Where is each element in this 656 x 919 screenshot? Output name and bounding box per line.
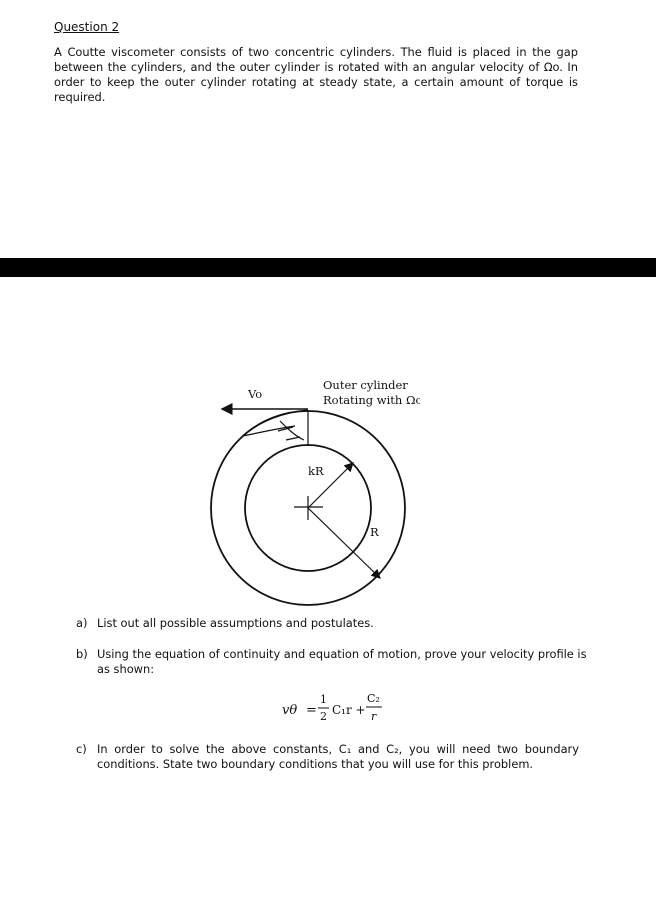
r-radius-arrow [308, 508, 380, 578]
redaction-bar [0, 258, 656, 277]
eq-lhs: vθ [282, 703, 298, 718]
part-c-text: In order to solve the above constants, C₁ and C₂, you will need two boundary conditions. State two boundary conditions that you will use for this problem. [97, 742, 579, 771]
part-a [76, 616, 596, 632]
part-b-label: b) [76, 647, 88, 661]
eq-frac1-num: 1 [320, 693, 327, 706]
part-c [76, 742, 596, 774]
viscometer-figure [200, 374, 420, 614]
part-a-label: a) [76, 616, 88, 630]
question-intro: A Coutte viscometer consists of two concentric cylinders. The fluid is placed in the gap between the cylinders, and the outer cylinder is rotated with an angular velocity of Ωo. In order to keep the outer cylinder rotating at steady state, a certain amount of torque is required. [54, 45, 578, 104]
velocity-equation [282, 688, 402, 728]
label-kr: kR [308, 464, 324, 478]
equation-svg [282, 688, 402, 728]
part-c-label: c) [76, 742, 87, 756]
eq-equals: = [306, 703, 317, 718]
eq-frac2-den: r [371, 710, 377, 723]
question-title: Question 2 [54, 20, 120, 34]
label-outer-line2: Rotating with Ωo [323, 393, 420, 407]
label-v: Vo [248, 387, 263, 401]
part-b [76, 647, 596, 679]
part-b-text: Using the equation of continuity and equation of motion, prove your velocity profile is as shown: [97, 647, 587, 676]
label-r: R [370, 525, 379, 539]
label-outer-line1: Outer cylinder [323, 378, 408, 392]
eq-term1: C₁r + [332, 703, 366, 717]
velocity-profile-sketch [243, 410, 308, 446]
eq-frac1-den: 2 [320, 710, 327, 723]
part-a-text: List out all possible assumptions and postulates. [97, 616, 374, 630]
viscometer-diagram [200, 374, 420, 614]
eq-frac2-num: C₂ [367, 692, 380, 705]
